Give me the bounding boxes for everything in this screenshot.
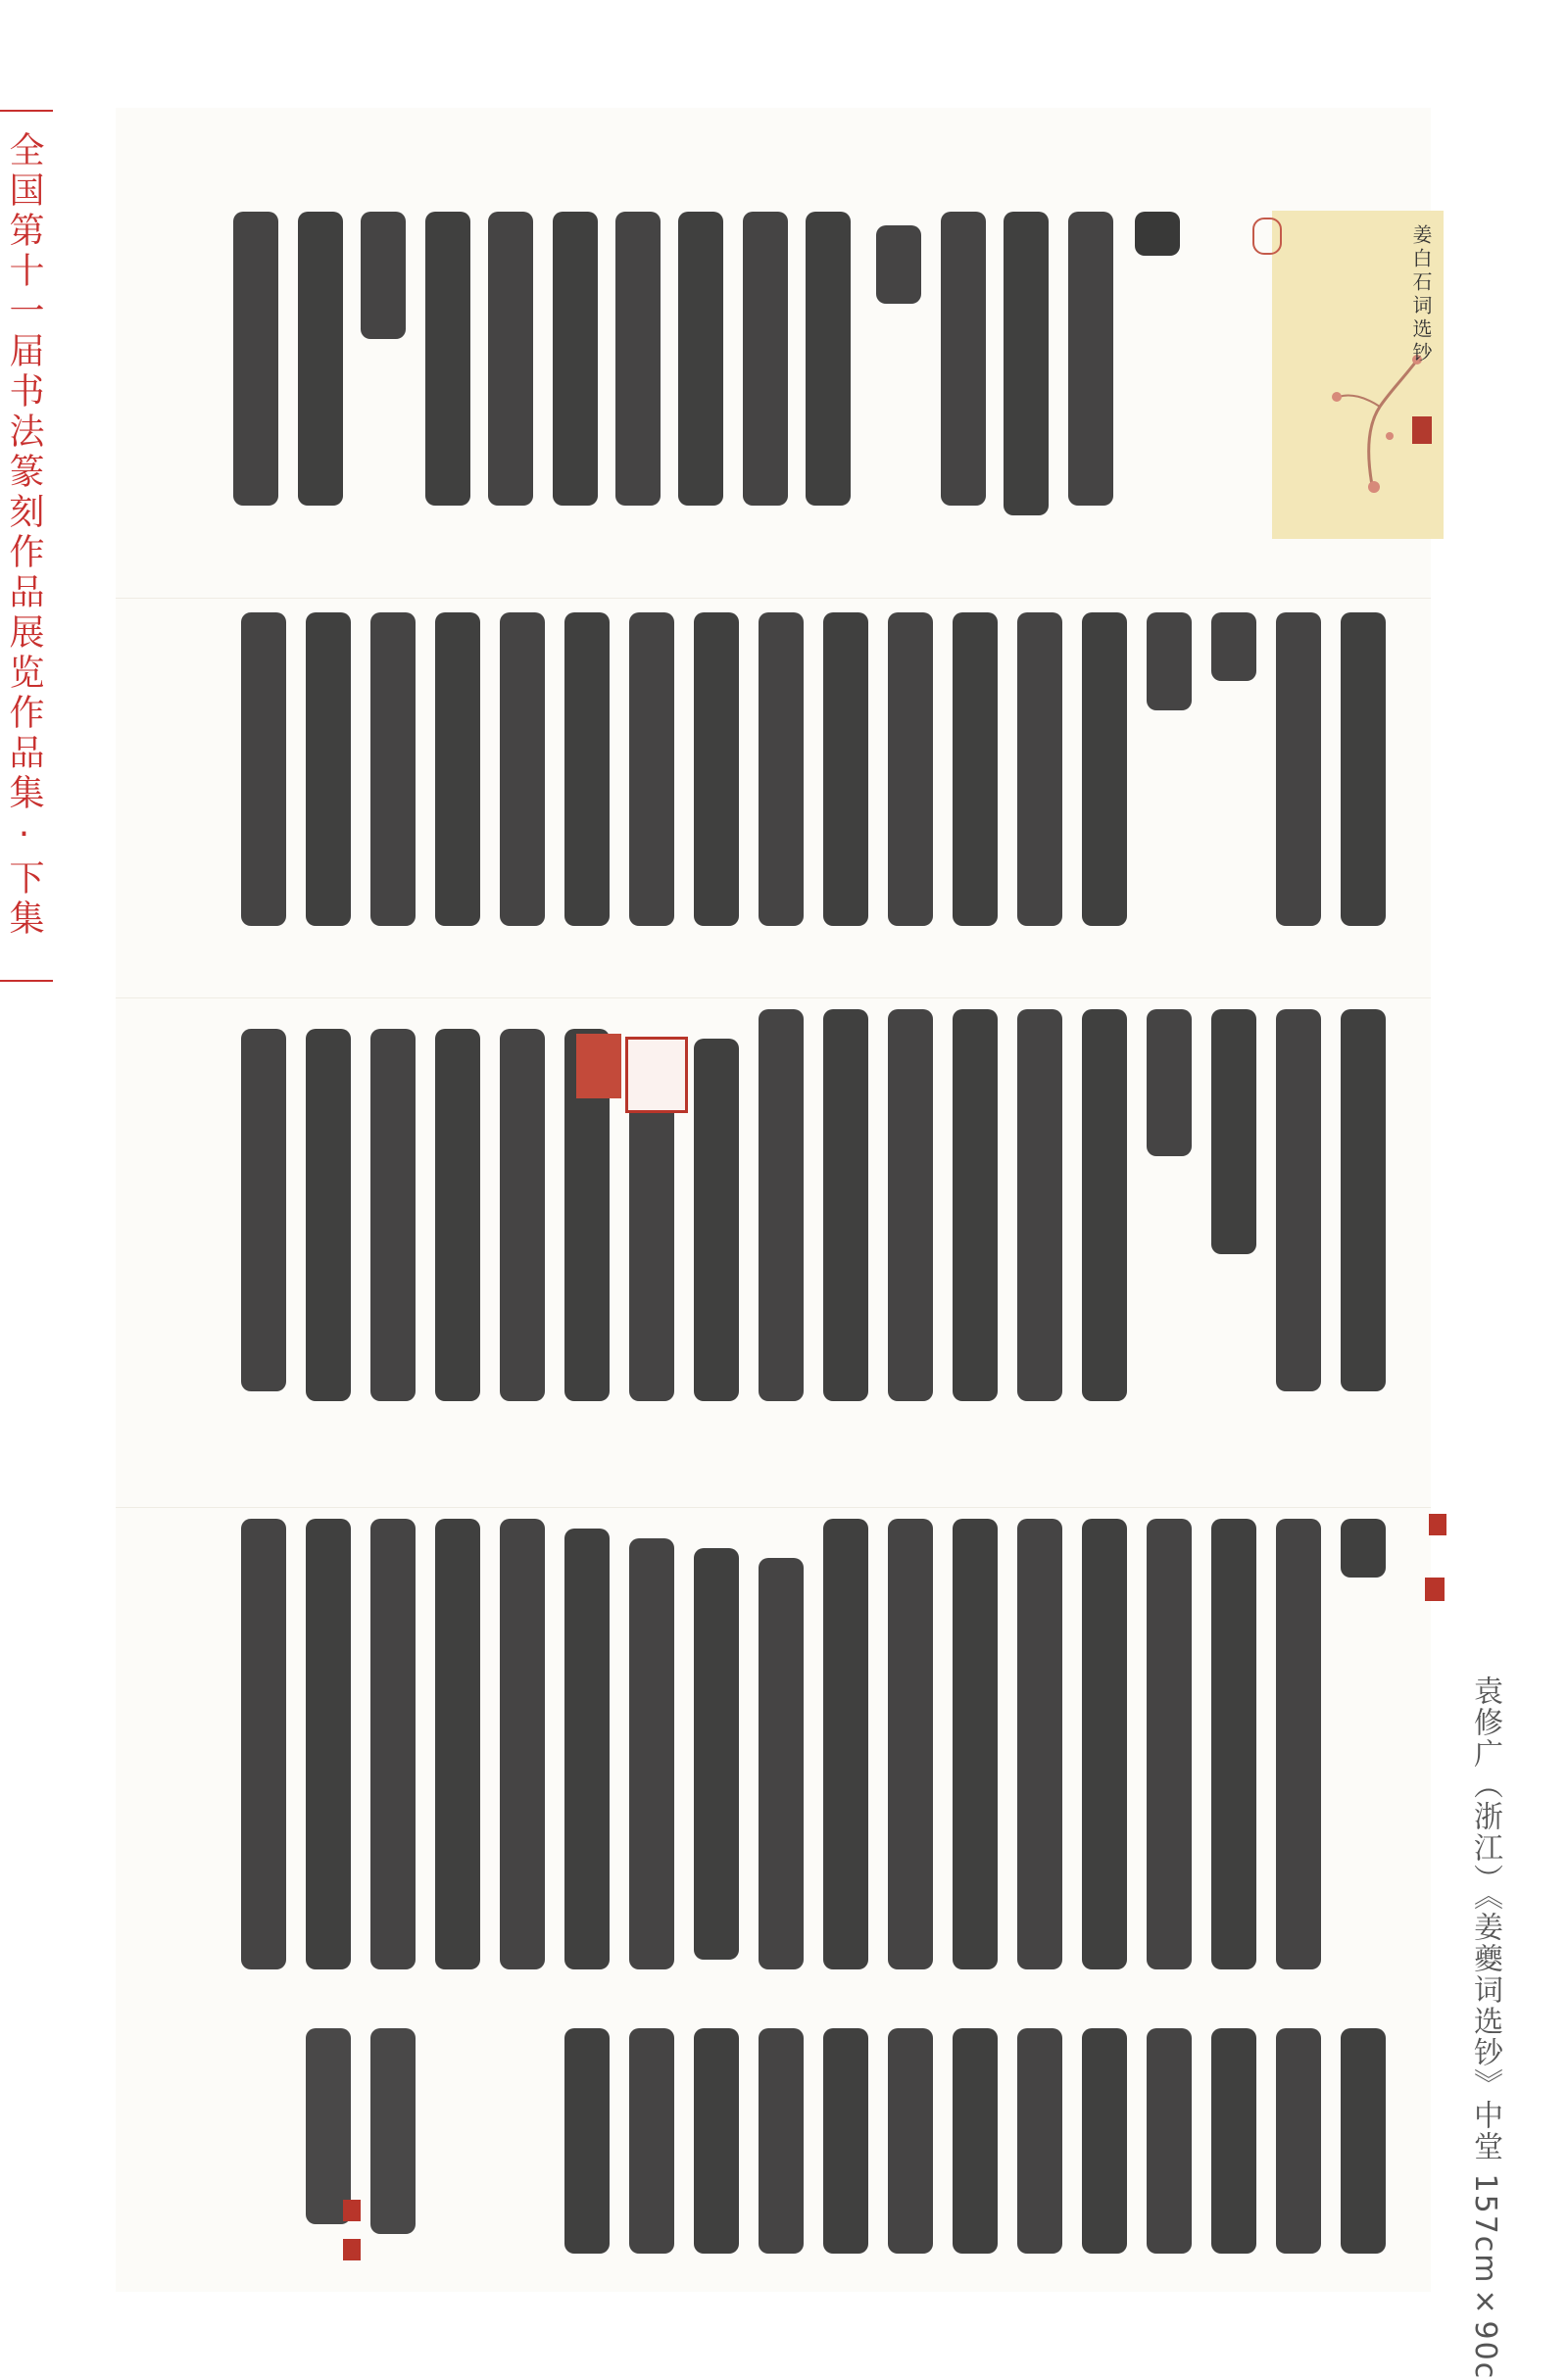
brush-column bbox=[1068, 212, 1113, 506]
signature-seal-1 bbox=[343, 2200, 361, 2221]
brush-column bbox=[1341, 2028, 1386, 2254]
brush-column bbox=[823, 2028, 868, 2254]
panel-4-seal-mid bbox=[1425, 1578, 1445, 1601]
brush-column bbox=[629, 1538, 674, 1969]
brush-column bbox=[888, 612, 933, 926]
brush-column bbox=[1147, 2028, 1192, 2254]
brush-column bbox=[1082, 612, 1127, 926]
brush-column bbox=[823, 1519, 868, 1969]
work-caption: 袁修广（浙江）《姜夔词选钞》中堂 157cm×90c bbox=[1468, 1676, 1502, 2380]
brush-column bbox=[1017, 612, 1062, 926]
brush-column bbox=[629, 612, 674, 926]
brush-column bbox=[694, 1548, 739, 1960]
brush-column bbox=[888, 1009, 933, 1401]
brush-column bbox=[488, 212, 533, 506]
brush-column bbox=[1211, 1009, 1256, 1254]
book-title: 全国第十一届书法篆刻作品展览作品集·下集 bbox=[4, 131, 44, 940]
bottom-rule bbox=[0, 980, 53, 982]
brush-column bbox=[1082, 2028, 1127, 2254]
brush-column bbox=[953, 1519, 998, 1969]
brush-column bbox=[1341, 1519, 1386, 1578]
brush-column bbox=[298, 212, 343, 506]
brush-column bbox=[694, 2028, 739, 2254]
brush-column bbox=[1135, 212, 1180, 256]
brush-column bbox=[370, 612, 416, 926]
brush-column bbox=[435, 1029, 480, 1401]
brush-column bbox=[1341, 1009, 1386, 1391]
brush-column bbox=[306, 612, 351, 926]
brush-column bbox=[425, 212, 470, 506]
brush-column bbox=[306, 2028, 351, 2224]
head-seal bbox=[1252, 218, 1282, 255]
brush-column bbox=[615, 212, 661, 506]
brush-column bbox=[1276, 2028, 1321, 2254]
brush-column bbox=[435, 1519, 480, 1969]
brush-column bbox=[306, 1519, 351, 1969]
brush-column bbox=[564, 612, 610, 926]
inset-seal bbox=[1412, 416, 1432, 444]
brush-column bbox=[1147, 1009, 1192, 1156]
brush-column bbox=[1017, 1519, 1062, 1969]
brush-column bbox=[953, 612, 998, 926]
brush-column bbox=[564, 2028, 610, 2254]
top-rule bbox=[0, 110, 53, 112]
panel-4-seal-top bbox=[1429, 1514, 1446, 1535]
brush-column bbox=[553, 212, 598, 506]
brush-column bbox=[888, 1519, 933, 1969]
brush-column bbox=[370, 2028, 416, 2234]
brush-column bbox=[1004, 212, 1049, 515]
brush-column bbox=[1211, 1519, 1256, 1969]
brush-column bbox=[233, 212, 278, 506]
brush-column bbox=[953, 2028, 998, 2254]
brush-column bbox=[806, 212, 851, 506]
inset-title: 姜白石词选钞 bbox=[1409, 224, 1433, 365]
brush-column bbox=[306, 1029, 351, 1401]
brush-column bbox=[759, 1558, 804, 1969]
brush-column bbox=[361, 212, 406, 339]
brush-column bbox=[564, 1529, 610, 1969]
brush-column bbox=[241, 1519, 286, 1969]
brush-column bbox=[435, 612, 480, 926]
brush-column bbox=[629, 2028, 674, 2254]
brush-column bbox=[941, 212, 986, 506]
calligraphy-scroll bbox=[116, 108, 1431, 2291]
brush-column bbox=[694, 1039, 739, 1401]
panel-3-seal-large bbox=[625, 1037, 688, 1113]
brush-column bbox=[759, 1009, 804, 1401]
brush-column bbox=[1276, 612, 1321, 926]
brush-column bbox=[1017, 1009, 1062, 1401]
brush-column bbox=[823, 1009, 868, 1401]
brush-column bbox=[876, 225, 921, 304]
brush-column bbox=[500, 1519, 545, 1969]
brush-column bbox=[1211, 612, 1256, 681]
brush-column bbox=[1211, 2028, 1256, 2254]
brush-column bbox=[759, 612, 804, 926]
signature-seal-2 bbox=[343, 2239, 361, 2260]
brush-column bbox=[241, 1029, 286, 1391]
brush-column bbox=[888, 2028, 933, 2254]
brush-column bbox=[743, 212, 788, 506]
brush-column bbox=[500, 612, 545, 926]
brush-column bbox=[1082, 1009, 1127, 1401]
brush-column bbox=[1082, 1519, 1127, 1969]
brush-column bbox=[759, 2028, 804, 2254]
brush-column bbox=[694, 612, 739, 926]
brush-column bbox=[370, 1029, 416, 1401]
brush-column bbox=[500, 1029, 545, 1401]
brush-column bbox=[953, 1009, 998, 1401]
brush-column bbox=[241, 612, 286, 926]
brush-column bbox=[1017, 2028, 1062, 2254]
brush-column bbox=[1276, 1519, 1321, 1969]
brush-column bbox=[1341, 612, 1386, 926]
brush-column bbox=[1147, 612, 1192, 710]
panel-3-seal-small bbox=[576, 1034, 621, 1098]
brush-column bbox=[1147, 1519, 1192, 1969]
title-inset bbox=[1272, 211, 1444, 539]
brush-column bbox=[1276, 1009, 1321, 1391]
brush-column bbox=[370, 1519, 416, 1969]
brush-column bbox=[823, 612, 868, 926]
brush-column bbox=[678, 212, 723, 506]
